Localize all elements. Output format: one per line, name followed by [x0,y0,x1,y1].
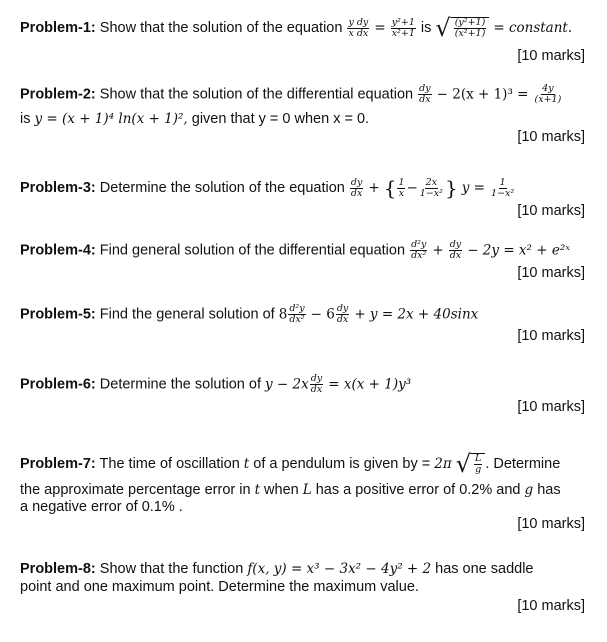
coefficient: 8 [278,306,288,323]
y-equals: y = [461,179,485,196]
problem-label: Problem-8: [20,561,96,577]
fraction: $\frac{4y}{(x+1)}$ [534,83,562,105]
fraction: $\frac{\text{d²y}}{\text{dx²}}$ [411,239,427,261]
problem-4 [20,240,570,261]
marks: [10 marks] [517,129,585,145]
square-root: √ $\frac{L}{g}$ [456,452,486,476]
marks: [10 marks] [517,328,585,344]
problem-text: The time of oscillation [99,455,240,472]
problem-3: Problem-3: Determine the solution of the equation $\frac{dy}{dx}$ + { $\frac{1}{x}$ − $\frac{2x}{\text{1−x²}}$ } y = $\frac{1}{\text{1−x²}}$ [20,176,515,200]
equation-lhs: y − 2x [265,376,309,393]
problem-label: Problem-3: [20,179,96,196]
minus-sign: − [406,179,418,196]
fraction: $\frac{dy}{dx}$ [449,239,462,261]
variable-t: t [243,455,250,472]
problem-label: Problem-2: [20,86,96,103]
marks: [10 marks] [517,598,585,614]
problem-text: Find the general solution of [99,306,275,323]
problem-text: has one saddle [435,561,534,577]
problem-8-line-2: point and one maximum point. Determine the maximum value. [20,579,419,595]
fraction: $\frac{dy}{dx}$ [310,373,323,395]
problem-label: Problem-6: [20,376,96,393]
marks: [10 marks] [517,265,585,281]
fraction: $\frac{\text{y dy}}{\text{x dx}}$ [348,16,369,39]
problem-8 [20,561,534,577]
problem-text: Show that the function [99,561,244,577]
problem-text: Determine the solution of the equation [99,179,345,196]
fraction: $\frac{2x}{\text{1−x²}}$ [419,176,443,199]
problem-text: . Determine [485,455,561,472]
marks: [10 marks] [517,203,585,219]
problem-7 [20,452,560,476]
problem-7-line-2: the approximate percentage error in t when L has a positive error of 0.2% and g has [20,482,561,498]
equation-middle: − 2(x + 1)³ = [436,86,529,103]
plus-sign: + [432,242,444,259]
equation-rest: = x(x + 1)y³ [328,376,412,393]
fraction: $\frac{\text{y²+1}}{\text{x²+1}}$ [391,16,415,39]
fraction: $\frac{dy}{dx}$ [336,303,349,325]
fraction: $\frac{1}{\text{1−x²}}$ [491,176,515,199]
marks: [10 marks] [517,516,585,532]
problem-label: Problem-7: [20,455,96,472]
solution: y = (x + 1)⁴ ln(x + 1)², [34,111,188,127]
fraction: $\frac{dy}{dx}$ [350,176,363,199]
problem-text: Show that the solution of the equation [99,19,343,36]
is-word: is [420,19,432,36]
fraction: $\frac{\text{d²y}}{\text{dx²}}$ [289,303,305,325]
problem-7-line-3: a negative error of 0.1% . [20,499,183,515]
problem-text: Show that the solution of the differential equation [99,86,414,103]
problem-2 [20,84,563,105]
marks: [10 marks] [517,399,585,415]
problem-label: Problem-5: [20,306,96,323]
problem-5 [20,304,478,325]
equation-rhs: = constant. [493,19,573,36]
two-pi: 2π [434,455,452,472]
problem-label: Problem-4: [20,242,96,259]
problem-text: Find general solution of the differential equation [99,242,406,259]
plus-sign: + [368,179,380,196]
function: f(x, y) = x³ − 3x² − 4y² + 2 [247,561,432,577]
problem-text: Determine the solution of [99,376,261,393]
problem-label: Problem-1: [20,19,96,36]
prefix: is [20,111,31,127]
problem-6 [20,374,411,395]
square-root: √ $\frac{\text{(y²+1)}}{\text{(x²+1)}}$ [435,16,489,40]
fraction: $\frac{dy}{dx}$ [419,83,431,105]
problem-2-line-2 [20,111,369,127]
equation-rest: + y = 2x + 40sinx [354,306,479,323]
coefficient: − 6 [310,306,335,323]
condition: given that y = 0 when x = 0. [191,111,370,127]
equation-rest: − 2y = x² + e²ˣ [467,242,571,259]
fraction: $\frac{1}{x}$ [398,176,405,199]
problem-text: of a pendulum is given by = [253,455,431,472]
problem-1: Problem-1: Show that the solution of the equation $\frac{\text{y dy}}{\text{x dx}}$ = $\frac{\text{y²+1}}{\text{x²+1}}$ is √ $\frac{\text{(y²+1)}}{\text{(x²+1)}}$ = constant. [20,14,573,42]
marks: [10 marks] [517,48,585,64]
